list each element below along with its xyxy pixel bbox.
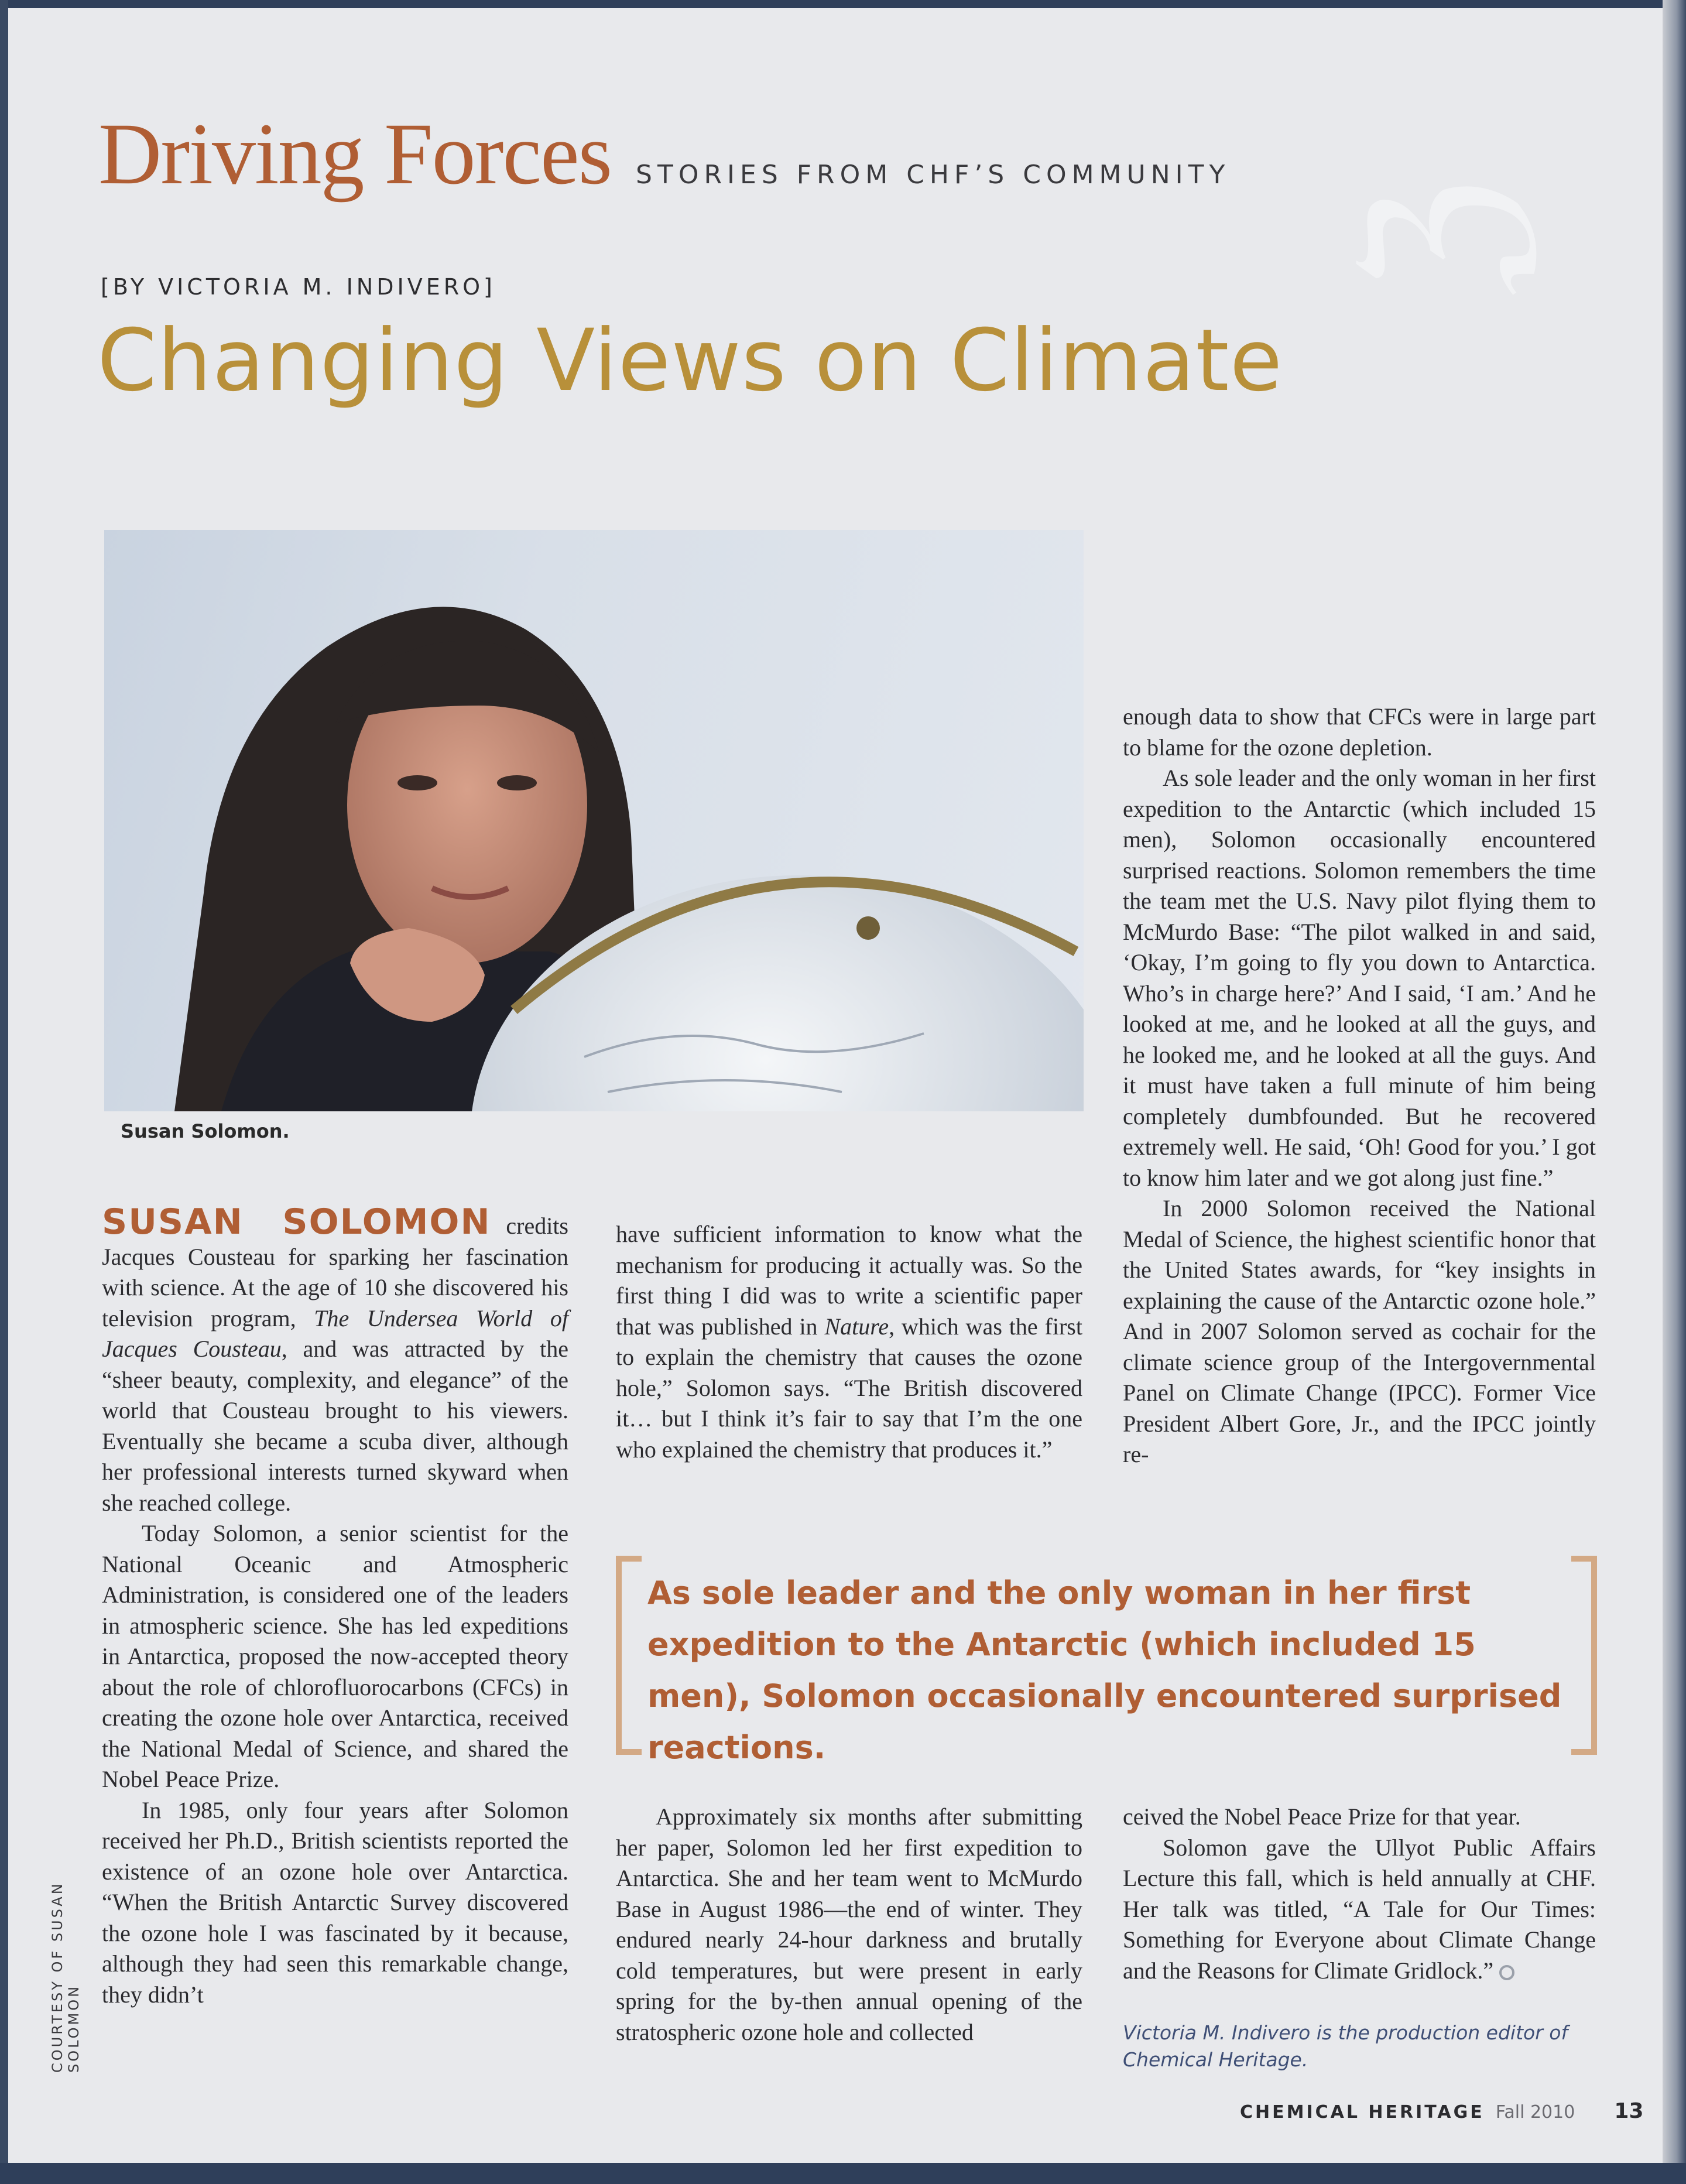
pull-quote-text: As sole leader and the only woman in her first expedition to the Antarctic (which included 15 men), Solomon occasionally encountered surprised reactions. [647, 1574, 1562, 1766]
portrait-illustration [104, 530, 1084, 1111]
page-edge-bottom [0, 2163, 1686, 2184]
photo-credit-text: COURTESY OF SUSAN SOLOMON [49, 1881, 82, 2073]
paragraph: Today Solomon, a senior scientist for the National Oceanic and Atmospheric Administration, is considered one of the leaders in atmospheric science. She has led expeditions in Antarctica, proposed the now-accepted theory about the role of chlorofluorocarbons (CFCs) in creating the ozone hole over Antarctica, received the National Medal of Science, and shared the Nobel Peace Prize. [102, 1520, 568, 1792]
page-number: 13 [1614, 2099, 1644, 2123]
magazine-name: CHEMICAL HERITAGE [1240, 2102, 1485, 2123]
issue-date: Fall 2010 [1495, 2102, 1575, 2123]
text-run: , and was attracted by the “sheer beauty, complexity, and elegance” of the world that Cousteau brought to his viewers. Eventually she became a scuba diver, although her professional interests turned skyward when she reached college. [102, 1336, 568, 1516]
journal-title: Nature [824, 1313, 889, 1340]
kicker-subtitle: STORIES FROM CHF’S COMMUNITY [636, 160, 1231, 190]
background-watermark: ℨ [1336, 176, 1550, 297]
byline: [BY VICTORIA M. INDIVERO] [101, 274, 496, 300]
lead-name: SUSAN SOLOMON [102, 1201, 491, 1242]
paragraph: In 1985, only four years after Solomon received her Ph.D., British scientists reported the existence of an ozone hole over Antarctica. “When the British Antarctic Survey discovered the ozone hole I was fascinated by it because, although they had seen this remarkable change, they didn’t [102, 1796, 568, 2008]
end-mark-icon [1499, 1965, 1514, 1980]
article-column-2-continued [616, 1802, 1082, 2048]
article-column-3 [1123, 701, 1596, 1470]
author-bio: Victoria M. Indivero is the production editor of Chemical Heritage. [1123, 2021, 1568, 2071]
page-edge-top [0, 0, 1686, 8]
page-footer [1240, 2099, 1644, 2123]
paragraph [102, 1201, 568, 1518]
bracket-right [1571, 1556, 1597, 1755]
text-run: , which was the first to explain the chemistry that causes the ozone hole,” Solomon says. “The British discovered it… but I think it’s fair to say that I’m the one who explained the chemistry that produces it.” [616, 1313, 1082, 1463]
portrait-photo [104, 530, 1084, 1111]
text-run: Solomon gave the Ullyot Public Affairs Lecture this fall, which is held annually at CHF. Her talk was titled, “A Tale for Our Times: Something for Everyone about Climate Change and the Reasons for Climate Gridlock.” [1123, 1834, 1596, 1984]
text-run: have sufficient information to know what the mechanism for producing it actually was. So the first thing I did was to write a scientific paper that was published in [616, 1221, 1082, 1340]
paragraph: Approximately six months after submitting her paper, Solomon led her first expedition to Antarctica. She and her team went to McMurdo Base in August 1986—the end of winter. They endured nearly 24-hour darkness and brutally cold temperatures, but were present in early spring for the by-then annual opening of the stratospheric ozone hole and collected [616, 1803, 1082, 2045]
page-edge-left [0, 0, 8, 2184]
section-kicker [98, 105, 1231, 203]
pull-quote [616, 1550, 1597, 1766]
paragraph: In 2000 Solomon received the National Medal of Science, the highest scientific honor that the United States awards, for “key insights in explaining the cause of the Antarctic ozone hole.” And in 2007 Solomon served as cochair for the climate science group of the Intergovernmental Panel on Climate Change (IPCC). Former Vice President Albert Gore, Jr., and the IPCC jointly re- [1123, 1195, 1596, 1467]
kicker-title: Driving Forces [98, 105, 612, 203]
show-title: The Undersea World of Jacques Cousteau [102, 1305, 568, 1362]
bracket-left [616, 1556, 642, 1755]
paragraph: enough data to show that CFCs were in large part to blame for the ozone depletion. [1123, 703, 1596, 761]
article-headline: Changing Views on Climate [97, 311, 1283, 410]
text-run: credits Jacques Cousteau for sparking her fascination with science. At the age of 10 she discovered his television program, [102, 1213, 568, 1331]
photo-credit [49, 1844, 82, 2073]
paragraph [1123, 1833, 1596, 1987]
paragraph: As sole leader and the only woman in her first expedition to the Antarctic (which included 15 men), Solomon occasionally encountered surprised reactions. Solomon remembers the time the team met the U.S. Navy pilot flying them to McMurdo Base: “The pilot walked in and said, ‘Okay, I’m going to fly you down to Antarctica. Who’s in charge here?’ And I said, ‘I am.’ And he looked at me, and he looked at all the guys, and he looked me, and he looked at all the guys. And it must have taken a full minute of him being completely dumbfounded. But he recovered extremely well. He said, ‘Oh! Good for you.’ I got to know him later and we got along just fine.” [1123, 765, 1596, 1191]
article-column-2 [616, 1219, 1082, 1465]
paragraph [616, 1219, 1082, 1465]
article-column-1 [102, 1201, 568, 2010]
article-column-3-continued [1123, 1802, 1596, 1986]
photo-caption: Susan Solomon. [121, 1120, 290, 1142]
paragraph: ceived the Nobel Peace Prize for that year. [1123, 1803, 1521, 1830]
page-edge-right [1663, 0, 1686, 2184]
